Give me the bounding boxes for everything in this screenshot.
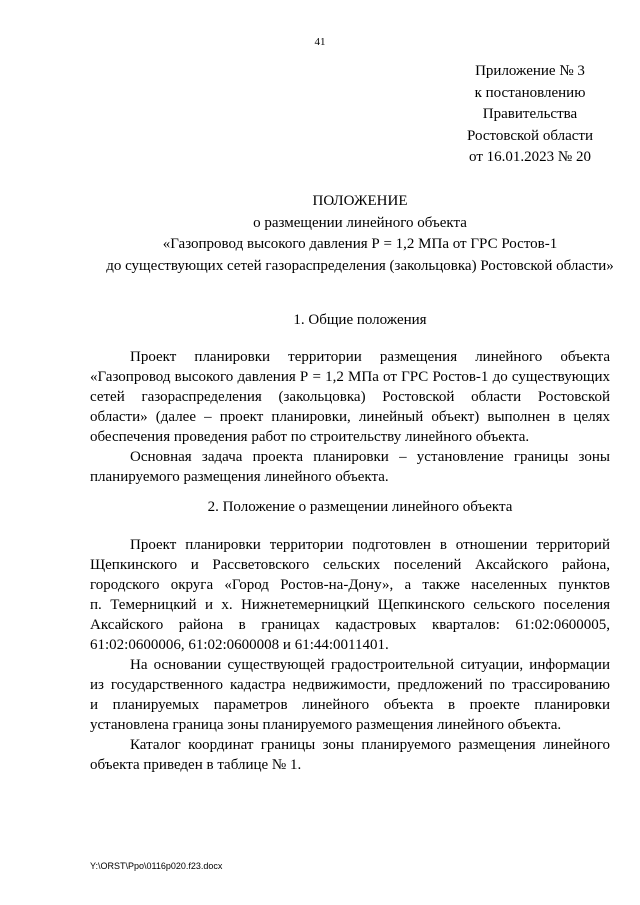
paragraph-line: объекта приведен в таблице № 1. xyxy=(90,757,302,773)
section-1-body xyxy=(90,347,610,487)
paragraph-line: Проект планировки территории подготовлен в отношении территорий xyxy=(130,537,610,553)
paragraph-line: установлена граница зоны планируемого размещения линейного объекта. xyxy=(90,717,562,733)
section-2-body xyxy=(90,535,610,775)
paragraph-line: городского округа «Город Ростов-на-Дону», а также населенных пунктов xyxy=(90,577,610,593)
title-line: о размещении линейного объекта xyxy=(253,214,467,231)
paragraph-line: «Газопровод высокого давления Р = 1,2 МПа от ГРС Ростов-1 до существующих xyxy=(90,369,610,385)
paragraph-line: обеспечения проведения работ по строительству линейного объекта. xyxy=(90,429,530,445)
paragraph xyxy=(90,535,610,655)
paragraph xyxy=(90,655,610,735)
paragraph xyxy=(90,447,610,487)
paragraph-line: сетей газораспределения (закольцовка) Ростовской области Ростовской xyxy=(90,389,610,405)
paragraph-line: п. Темерницкий и х. Нижнетемерницкий Щепкинского сельского поселения xyxy=(90,597,610,613)
appendix-line: Правительства xyxy=(482,106,578,122)
document-title xyxy=(80,191,640,277)
paragraph-line: из государственного кадастра недвижимости, предложений по трассированию xyxy=(90,677,610,693)
paragraph-line: Проект планировки территории размещения линейного объекта xyxy=(130,349,610,365)
paragraph-line: планируемого размещения линейного объекта. xyxy=(90,469,389,485)
title-line: «Газопровод высокого давления Р = 1,2 МПа от ГРС Ростов-1 xyxy=(162,236,558,252)
paragraph-line: На основании существующей градостроительной ситуации, информации xyxy=(130,657,610,673)
paragraph xyxy=(90,735,610,775)
paragraph-line: Щепкинского и Рассветовского сельских поселений Аксайского района, xyxy=(90,557,610,573)
paragraph-line: и планируемых параметров линейного объекта в проекте планировки xyxy=(90,697,610,713)
page-number: 41 xyxy=(314,36,326,48)
title-line: до существующих сетей газораспределения (закольцовка) Ростовской области» xyxy=(106,257,614,274)
paragraph-line: Каталог координат границы зоны планируемого размещения линейного xyxy=(130,737,610,753)
appendix-block xyxy=(420,61,640,169)
paragraph-line: Основная задача проекта планировки – установление границы зоны xyxy=(130,449,610,465)
appendix-line: к постановлению xyxy=(474,84,586,101)
section-1-heading: 1. Общие положения xyxy=(293,312,427,328)
paragraph-line: области» (далее – проект планировки, линейный объект) выполнен в целях xyxy=(90,409,610,425)
paragraph xyxy=(90,347,610,447)
paragraph-line: 61:02:0600006, 61:02:0600008 и 61:44:0011401. xyxy=(90,637,389,653)
appendix-line: Приложение № 3 xyxy=(475,63,585,79)
title-line: ПОЛОЖЕНИЕ xyxy=(312,193,408,209)
footer-file-path: Y:\ORST\Ppo\0116p020.f23.docx xyxy=(90,861,223,871)
appendix-line: от 16.01.2023 № 20 xyxy=(469,149,591,165)
section-2-heading: 2. Положение о размещении линейного объекта xyxy=(207,499,513,515)
appendix-line: Ростовской области xyxy=(467,127,593,144)
paragraph-line: Аксайского района в границах кадастровых кварталов: 61:02:0600005, xyxy=(90,617,610,633)
